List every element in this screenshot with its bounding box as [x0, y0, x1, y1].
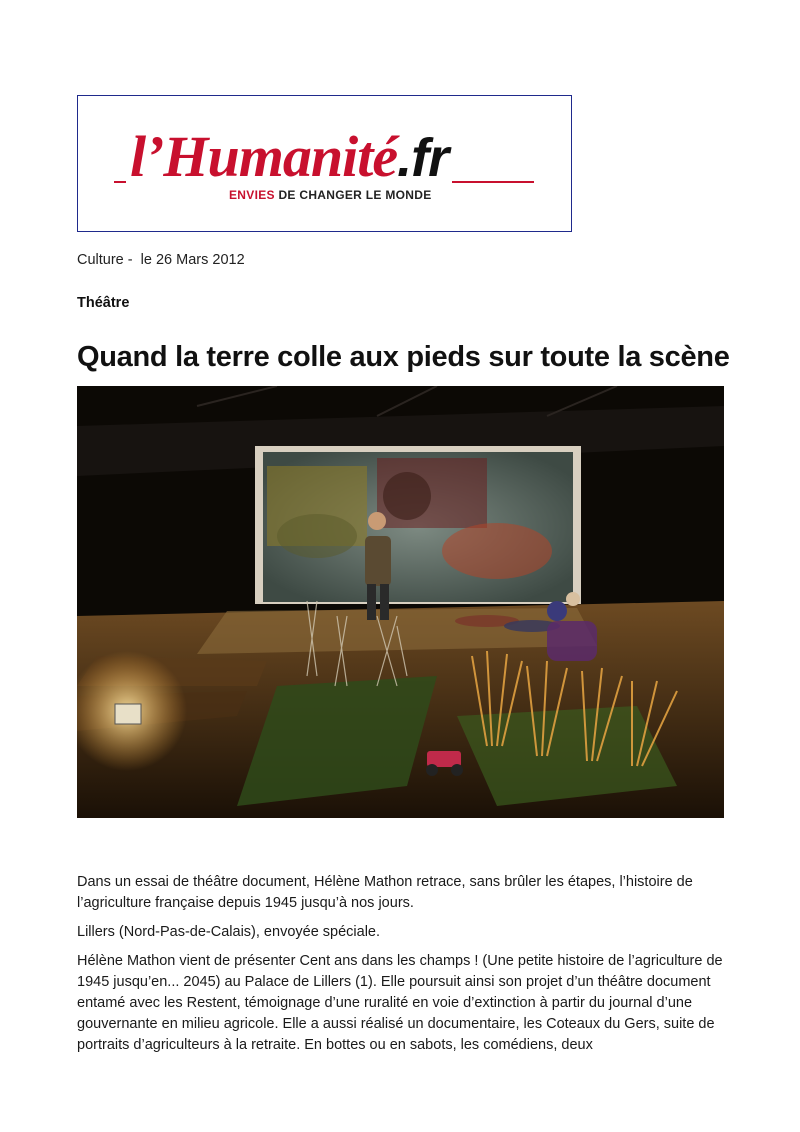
logo-tagline: [229, 188, 432, 202]
article-meta: Culture - le 26 Mars 2012: [77, 252, 245, 268]
article-dateline: Lillers (Nord-Pas-de-Calais), envoyée spéciale.: [77, 924, 381, 940]
logo-wordmark: [126, 126, 452, 189]
article-rubric: Théâtre: [77, 295, 130, 311]
logo-frame[interactable]: [77, 95, 572, 232]
stage-photo: [77, 386, 724, 818]
article-lede: Dans un essai de théâtre document, Hélène Mathon retrace, sans brûler les étapes, l’histoire de l’agriculture française depuis 1945 jusqu’à nos jours.: [77, 874, 693, 911]
logo-tagline-accent: ENVIES: [229, 188, 275, 202]
logo-tagline-rest: DE CHANGER LE MONDE: [274, 188, 432, 202]
logo-brand: l’Humanité: [130, 124, 398, 189]
article-title: Quand la terre colle aux pieds sur toute la scène: [77, 341, 730, 373]
logo-domain: .fr: [397, 128, 449, 188]
article-paragraph: Hélène Mathon vient de présenter Cent ans dans les champs ! (Une petite histoire de l’agriculture de 1945 jusqu’en... 2045) au Palace de Lillers (1). Elle poursuit ainsi son projet d’un théâtre document entamé avec les Restent, témoignage d’une ruralité en voie d’extinction à partir du journal d’une gouvernante en milieu agricole. Elle a aussi réalisé un documentaire, les Coteaux du Gers, suite de portraits d’agriculteurs à la retraite. En bottes ou en sabots, les comédiens, deux: [77, 953, 723, 1053]
article-body: [77, 872, 725, 1064]
